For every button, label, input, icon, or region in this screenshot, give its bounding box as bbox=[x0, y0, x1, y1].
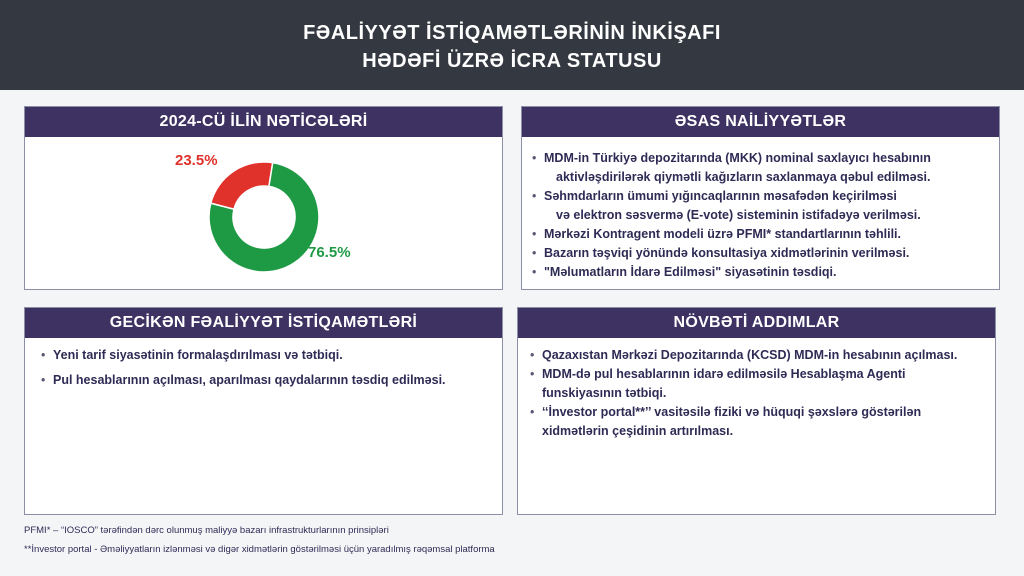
results-panel bbox=[24, 106, 503, 290]
bullet-icon: • bbox=[530, 348, 535, 362]
footnote-investor-portal: **İnvestor portal - Əməliyyatların izlənməsi və digər xidmətlərin göstərilməsi üçün yaradılmış rəqəmsal platforma bbox=[24, 544, 495, 555]
list-item: • Mərkəzi Kontragent modeli üzrə PFMI* standartlarının təhlili. bbox=[532, 225, 992, 244]
achievements-panel bbox=[521, 106, 1000, 290]
bullet-icon: • bbox=[530, 367, 535, 381]
red-slice-label: 23.5% bbox=[175, 152, 218, 169]
bullet-icon: • bbox=[532, 151, 537, 165]
list-item: • Qazaxıstan Mərkəzi Depozitarında (KCSD) MDM-in hesabının açılması. bbox=[530, 346, 990, 365]
achievements-title: ƏSAS NAİLİYYƏTLƏR bbox=[522, 107, 999, 137]
page-title-line-1: FƏALİYYƏT İSTİQAMƏTLƏRİNİN İNKİŞAFI bbox=[303, 22, 721, 44]
list-item: • "Məlumatların İdarə Edilməsi" siyasətinin təsdiqi. bbox=[532, 263, 992, 282]
list-item-continuation: funskiyasının tətbiqi. bbox=[542, 386, 667, 400]
list-item-continuation: aktivləşdirilərək qiymətli kağızların saxlanmaya qəbul edilməsi. bbox=[556, 170, 931, 184]
page-title-line-2: HƏDƏFİ ÜZRƏ İCRA STATUSU bbox=[362, 50, 662, 72]
list-item: • Səhmdarların ümumi yığıncaqlarının məsafədən keçirilməsi bbox=[532, 187, 992, 206]
delayed-panel bbox=[24, 307, 503, 515]
list-item-continuation: və elektron səsvermə (E-vote) sisteminin istifadəyə verilməsi. bbox=[556, 208, 921, 222]
bullet-icon: • bbox=[530, 405, 535, 419]
list-item-continuation: xidmətlərin çeşidinin artırılması. bbox=[542, 424, 734, 438]
bullet-icon: • bbox=[532, 189, 537, 203]
list-item: • Pul hesablarının açılması, aparılması qaydalarının təsdiq edilməsi. bbox=[41, 371, 496, 390]
green-slice-label: 76.5% bbox=[308, 244, 351, 261]
delayed-list bbox=[41, 346, 496, 390]
list-item: • Yeni tarif siyasətinin formalaşdırılması və tətbiqi. bbox=[41, 346, 496, 365]
list-item: • MDM-in Türkiyə depozitarında (MKK) nominal saxlayıcı hesabının bbox=[532, 149, 992, 168]
list-item: • Bazarın təşviqi yönündə konsultasiya xidmətlərinin verilməsi. bbox=[532, 244, 992, 263]
bullet-icon: • bbox=[532, 265, 537, 279]
bullet-icon: • bbox=[41, 348, 46, 362]
achievements-list bbox=[532, 149, 992, 282]
donut-slice-red bbox=[211, 162, 273, 209]
footnote-pfmi: PFMI* – “IOSCO” tərəfindən dərc olunmuş maliyyə bazarı infrastrukturlarının prinsipləri bbox=[24, 525, 389, 536]
list-item: • ‘‘İnvestor portal**’’ vasitəsilə fiziki və hüquqi şəxslərə göstərilən bbox=[530, 403, 990, 422]
delayed-title: GECİKƏN FƏALİYYƏT İSTİQAMƏTLƏRİ bbox=[25, 308, 502, 338]
next-steps-list bbox=[530, 346, 990, 441]
bullet-icon: • bbox=[532, 227, 537, 241]
next-steps-panel bbox=[517, 307, 996, 515]
donut-chart bbox=[25, 137, 504, 291]
next-steps-title: NÖVBƏTİ ADDIMLAR bbox=[518, 308, 995, 338]
results-title: 2024-CÜ İLİN NƏTİCƏLƏRİ bbox=[25, 107, 502, 137]
bullet-icon: • bbox=[41, 373, 46, 387]
header-bar bbox=[0, 0, 1024, 90]
bullet-icon: • bbox=[532, 246, 537, 260]
list-item: • MDM-də pul hesablarının idarə edilməsilə Hesablaşma Agenti bbox=[530, 365, 990, 384]
